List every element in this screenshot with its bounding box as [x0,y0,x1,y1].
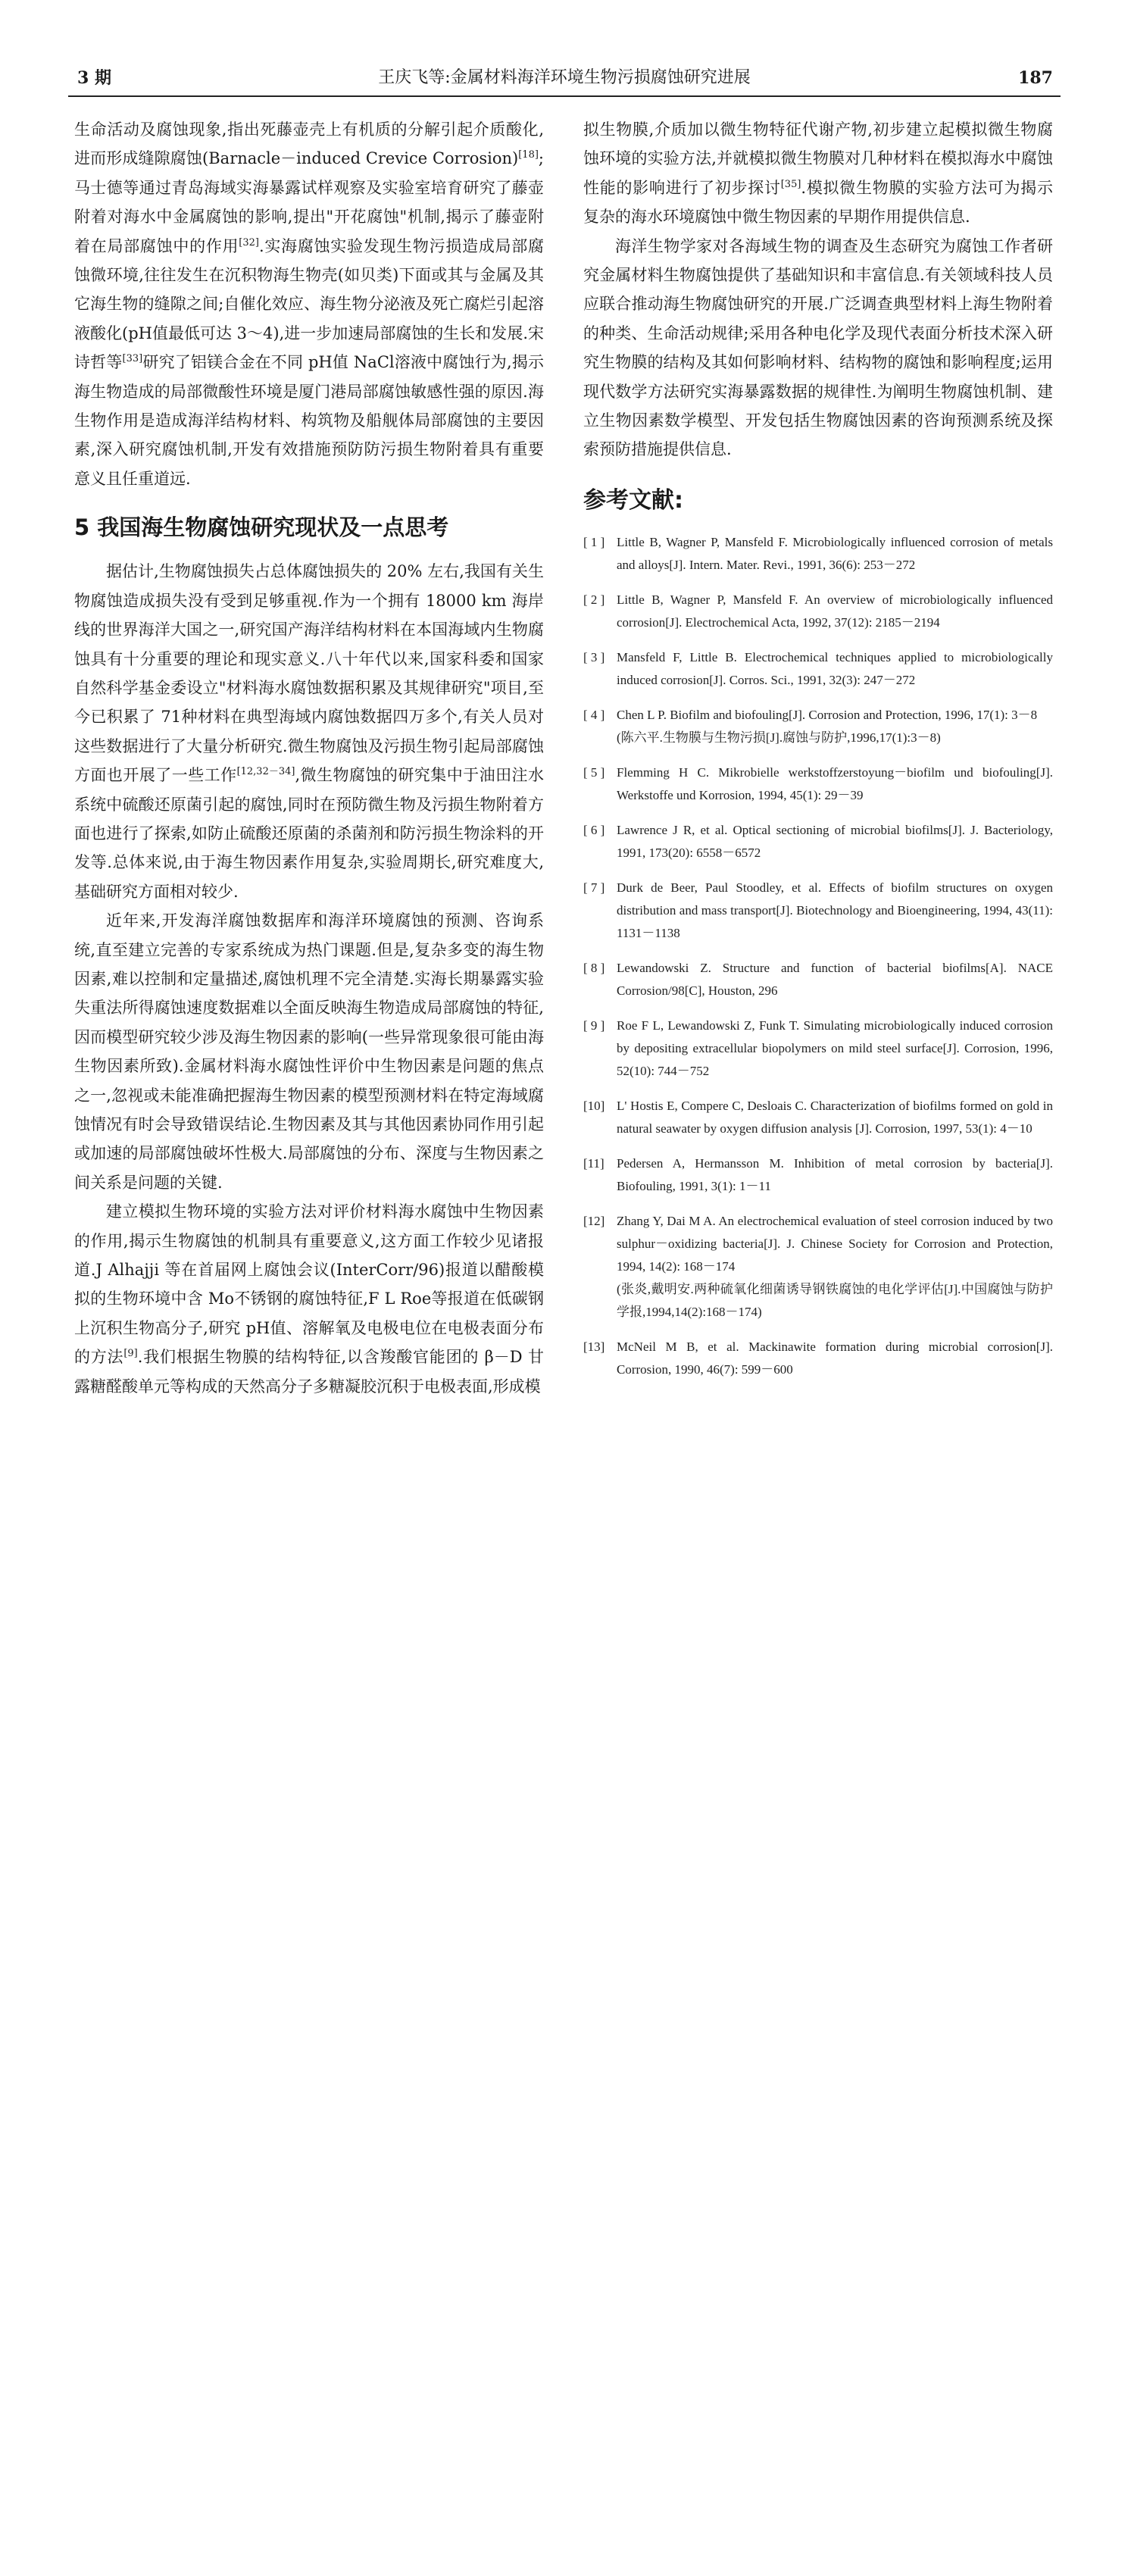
reference-text: Little B, Wagner P, Mansfeld F. An overview of microbiologically influenced corrosion[J]. Electrochemical Acta, 1992, 37(12): 2185－2194 [617,592,1053,630]
reference-number: [ 5 ] [583,764,605,780]
references-heading: 参考文献: [583,486,683,514]
reference-text: Zhang Y, Dai M A. An electrochemical evaluation of steel corrosion induced by two sulphur－oxidizing bacteria[J]. J. Chinese Society for Corrosion and Protection, 1994, 14(2): 168－174 [617,1213,1053,1274]
reference-number: [11] [583,1155,604,1171]
paragraph: 建立模拟生物环境的实验方法对评价材料海水腐蚀中生物因素的作用,揭示生物腐蚀的机制具有重要意义,这方面工作较少见诸报道.J Alhajji 等在首届网上腐蚀会议(InterCorr/96)报道以醋酸模拟的生物环境中含 Mo不锈钢的腐蚀特征,F L Roe等报道在低碳钢上沉积生物高分子,研究 pH值、溶解氧及电极电位在电极表面分布的方法[9].我们根据生物膜的结构特征,以含羧酸官能团的 β－D 甘露糖醛酸单元等构成的天然高分子多糖凝胶沉积于电极表面,形成模 [74,1202,544,1396]
reference-item [583,1336,1053,1381]
citation: [33] [122,353,143,365]
reference-text: Flemming H C. Mikrobielle werkstoffzerstoyung－biofilm und biofouling[J]. Werkstoffe und Korrosion, 1994, 45(1): 29－39 [617,764,1053,802]
reference-text: Roe F L, Lewandowski Z, Funk T. Simulating microbiologically induced corrosion by depositing extracellular biopolymers on mild steel surface[J]. Corrosion, 1996, 52(10): 744－752 [617,1018,1053,1078]
reference-item [583,1095,1053,1140]
citation: [32] [239,236,259,249]
reference-item [583,704,1053,749]
reference-text: Mansfeld F, Little B. Electrochemical techniques applied to microbiologically induced corrosion[J]. Corros. Sci., 1991, 32(3): 247－272 [617,649,1053,687]
paragraph: 近年来,开发海洋腐蚀数据库和海洋环境腐蚀的预测、咨询系统,直至建立完善的专家系统成为热门课题.但是,复杂多变的海生物因素,难以控制和定量描述,腐蚀机理不完全清楚.实海长期暴露实验失重法所得腐蚀速度数据难以全面反映海生物造成局部腐蚀的特征,因而模型研究较少涉及海生物因素的影响(一些异常现象很可能由海生物因素所致).金属材料海水腐蚀性评价中生物因素是问题的焦点之一,忽视或未能准确把握海生物因素的模型预测材料在特定海域腐蚀情况有时会导致错误结论.生物因素及其与其他因素协同作用引起或加速的局部腐蚀破坏性极大.局部腐蚀的分布、深度与生物因素之间关系是问题的关键. [74,911,544,1192]
reference-item [583,877,1053,945]
section-heading: 5 我国海生物腐蚀研究现状及一点思考 [74,514,449,541]
reference-item [583,1210,1053,1324]
reference-number: [ 4 ] [583,707,605,722]
reference-text: Chen L P. Biofilm and biofouling[J]. Corrosion and Protection, 1996, 17(1): 3－8 [617,707,1038,722]
reference-chinese-text: (陈六平.生物膜与生物污损[J].腐蚀与防护,1996,17(1):3－8) [617,730,941,745]
paragraph: 拟生物膜,介质加以微生物特征代谢产物,初步建立起模拟微生物腐蚀环境的实验方法,并就模拟微生物膜对几种材料在模拟海水中腐蚀性能的影响进行了初步探讨[35].模拟微生物膜的实验方法可为揭示复杂的海水环境腐蚀中微生物因素的早期作用提供信息. [583,120,1053,227]
paragraph: 生命活动及腐蚀现象,指出死藤壶壳上有机质的分解引起介质酸化,进而形成缝隙腐蚀(Barnacle－induced Crevice Corrosion)[18];马士德等通过青岛海域实海暴露试样观察及实验室培育研究了藤壶附着对海水中金属腐蚀的影响,提出"开花腐蚀"机制,揭示了藤壶附着在局部腐蚀中的作用[32].实海腐蚀实验发现生物污损造成局部腐蚀微环境,往往发生在沉积物海生物壳(如贝类)下面或其与金属及其它海生物的缝隙之间;自催化效应、海生物分泌液及死亡腐烂引起溶液酸化(pH值最低可达 3～4),进一步加速局部腐蚀的生长和发展.宋诗哲等[33]研究了铝镁合金在不同 pH值 NaCl溶液中腐蚀行为,揭示海生物造成的局部微酸性环境是厦门港局部腐蚀敏感性强的原因.海生物作用是造成海洋结构材料、构筑物及船舰体局部腐蚀的主要因素,深入研究腐蚀机制,开发有效措施预防防污损生物附着具有重要意义且任重道远. [74,120,545,488]
reference-text: Pedersen A, Hermansson M. Inhibition of metal corrosion by bacteria[J]. Biofouling, 1991, 3(1): 1－11 [617,1155,1053,1193]
reference-item [583,1014,1053,1083]
citation: [18] [518,149,539,161]
reference-item [583,761,1053,807]
reference-text: Lawrence J R, et al. Optical sectioning of microbial biofilms[J]. J. Bacteriology, 1991, 173(20): 6558－6572 [617,822,1053,860]
reference-item [583,819,1053,864]
reference-text: Lewandowski Z. Structure and function of bacterial biofilms[A]. NACE Corrosion/98[C], Houston, 296 [617,960,1053,998]
reference-text: Durk de Beer, Paul Stoodley, et al. Effects of biofilm structures on oxygen distribution and mass transport[J]. Biotechnology and Bioengineering, 1994, 43(11): 1131－1138 [617,880,1053,940]
reference-number: [ 2 ] [583,592,605,607]
citation: [35] [780,178,801,190]
reference-text: McNeil M B, et al. Mackinawite formation during microbial corrosion[J]. Corrosion, 1990, 46(7): 599－600 [617,1339,1053,1377]
right-column [583,115,1053,1393]
reference-number: [12] [583,1213,605,1228]
reference-number: [ 6 ] [583,822,605,837]
reference-item [583,1152,1053,1198]
page-number: 187 [1018,68,1053,88]
reference-text: L' Hostis E, Compere C, Desloais C. Characterization of biofilms formed on gold in natural seawater by oxygen diffusion analysis [J]. Corrosion, 1997, 53(1): 4－10 [617,1098,1053,1136]
paragraph: 据估计,生物腐蚀损失占总体腐蚀损失的 20% 左右,我国有关生物腐蚀造成损失没有受到足够重视.作为一个拥有 18000 km 海岸线的世界海洋大国之一,研究国产海洋结构材料在本国海域内生物腐蚀具有十分重要的理论和现实意义.八十年代以来,国家科委和国家自然科学基金委设立"材料海水腐蚀数据积累及其规律研究"项目,至今已积累了 71种材料在典型海域内腐蚀数据四万多个,有关人员对这些数据进行了大量分析研究.微生物腐蚀及污损生物引起局部腐蚀方面也开展了一些工作[12,32－34],微生物腐蚀的研究集中于油田注水系统中硫酸还原菌引起的腐蚀,同时在预防微生物及污损生物附着方面也进行了探索,如防止硫酸还原菌的杀菌剂和防污损生物涂料的开发等.总体来说,由于海生物因素作用复杂,实验周期长,研究难度大,基础研究方面相对较少. [74,562,544,901]
reference-text: Little B, Wagner P, Mansfeld F. Microbiologically influenced corrosion of metals and alloys[J]. Intern. Mater. Revi., 1991, 36(6): 253－272 [617,534,1053,572]
reference-number: [ 8 ] [583,960,605,975]
reference-number: [ 9 ] [583,1018,605,1033]
reference-item [583,957,1053,1002]
left-column [74,115,544,1401]
reference-item [583,589,1053,634]
citation: [12,32－34] [236,766,295,778]
reference-number: [ 3 ] [583,649,605,664]
running-title: 王庆飞等:金属材料海洋环境生物污损腐蚀研究进展 [378,68,751,87]
reference-item [583,646,1053,692]
reference-number: [10] [583,1098,605,1113]
reference-number: [ 1 ] [583,534,605,549]
reference-list [583,531,1053,1381]
reference-number: [13] [583,1339,605,1354]
paragraph: 海洋生物学家对各海域生物的调查及生态研究为腐蚀工作者研究金属材料生物腐蚀提供了基础知识和丰富信息.有关领域科技人员应联合推动海生物腐蚀研究的开展.广泛调查典型材料上海生物附着的种类、生命活动规律;采用各种电化学及现代表面分析技术深入研究生物膜的结构及其如何影响材料、结构物的腐蚀和影响程度;运用现代数学方法研究实海暴露数据的规律性.为阐明生物腐蚀机制、建立生物因素数学模型、开发包括生物腐蚀因素的咨询预测系统及探索预防措施提供信息. [583,236,1053,459]
running-header [68,65,1061,97]
issue-label: 3 期 [77,68,111,88]
citation: [9] [123,1348,138,1360]
reference-item [583,531,1053,577]
reference-chinese-text: (张炎,戴明安.两种硫氧化细菌诱导钢铁腐蚀的电化学评估[J].中国腐蚀与防护学报,1994,14(2):168－174) [617,1281,1053,1319]
reference-number: [ 7 ] [583,880,605,895]
